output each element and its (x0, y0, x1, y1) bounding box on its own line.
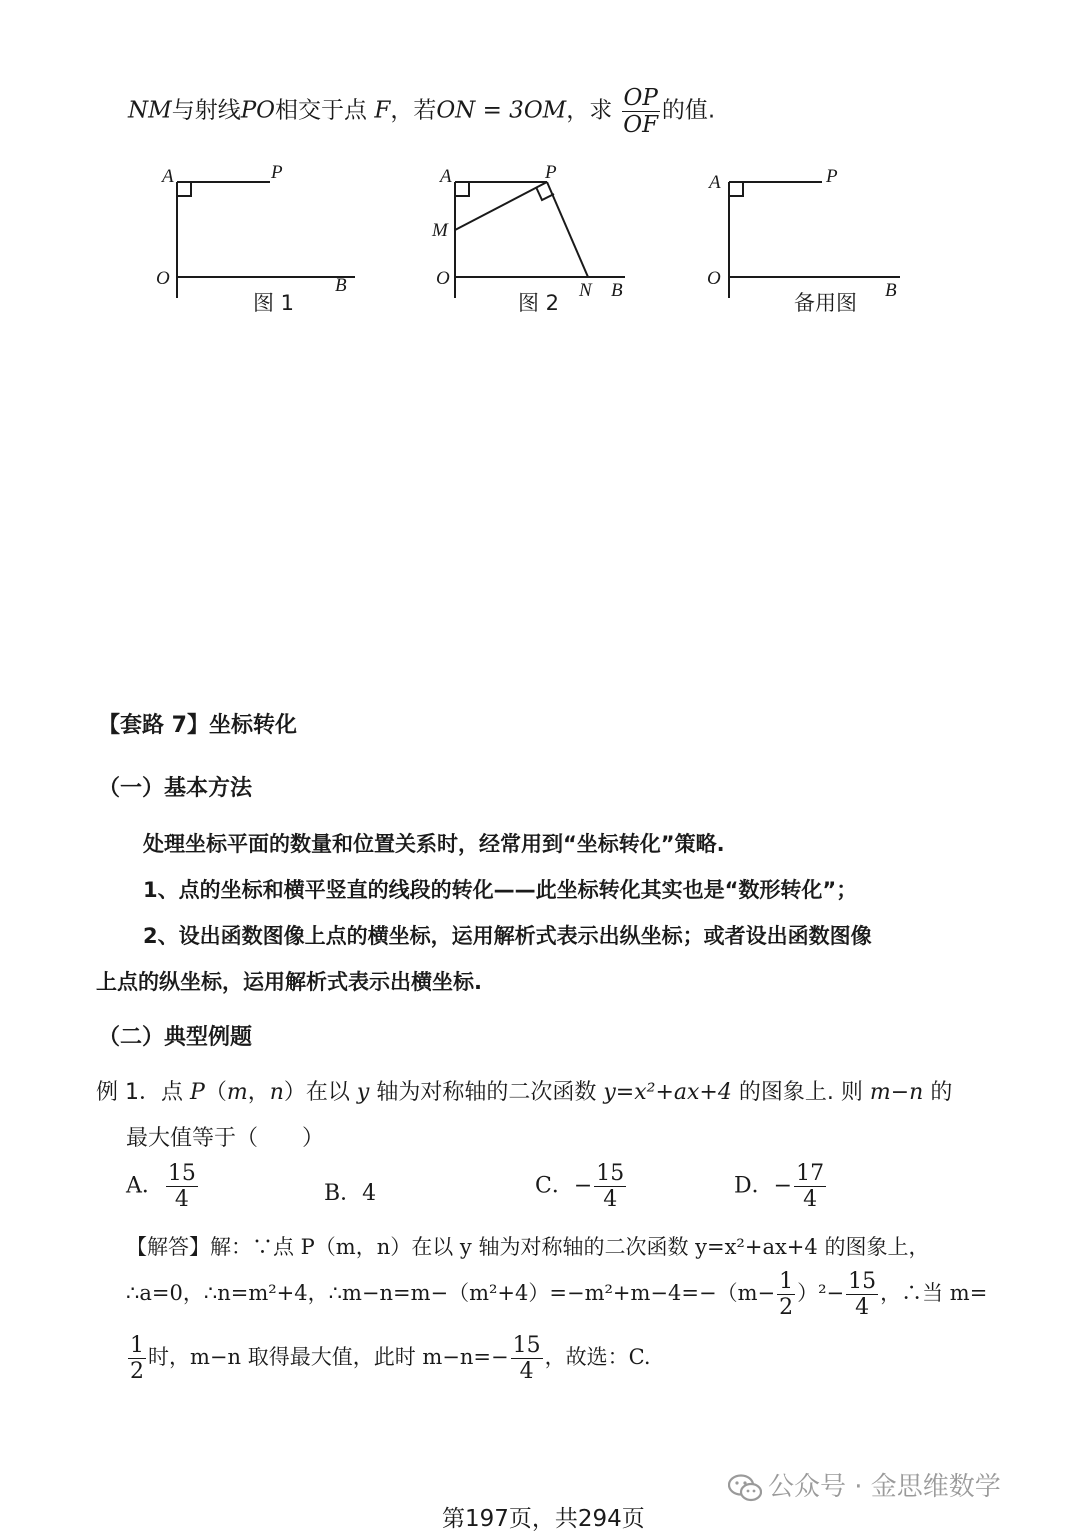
ex1-t2: 轴为对称轴的二次函数 (376, 1080, 597, 1105)
fig1-label-a: A (162, 166, 174, 187)
fig1-caption: 图 1 (253, 291, 295, 315)
paragraph-3a: 2、设出函数图像上点的横坐标，运用解析式表示出纵坐标；或者设出函数图像 (143, 924, 872, 948)
answer-154-den: 4 (855, 1295, 870, 1321)
fig2-label-p: P (545, 162, 557, 183)
answer-line2 (126, 1270, 987, 1319)
paragraph-2: 1、点的坐标和横平竖直的线段的转化——此坐标转化其实也是“数形转化”； (143, 878, 858, 902)
text-value: 的值. (661, 97, 716, 124)
fig2-caption: 图 2 (518, 291, 560, 315)
answer-line3b: 时，m−n 取得最大值，此时 m−n=− (148, 1345, 509, 1370)
option-b[interactable] (324, 1176, 376, 1207)
ex1-t4: 的 (930, 1080, 953, 1105)
answer-line3-154-den: 4 (519, 1359, 534, 1385)
fig1-label-p: P (271, 162, 283, 183)
text-po: PO (240, 97, 276, 124)
watermark (728, 1466, 1001, 1503)
subsection-examples: （二）典型例题 (98, 1025, 253, 1050)
fig2-label-a: A (440, 166, 452, 187)
example1-line1 (96, 1075, 952, 1106)
ex1-m: m (226, 1080, 248, 1105)
answer-line2a: ∴a=0，∴n=m²+4，∴m−n=m−（m²+4）=−m²+m−4=−（m− (126, 1281, 776, 1306)
answer-half-num: 1 (779, 1269, 794, 1294)
paragraph-3b: 上点的纵坐标，运用解析式表示出横坐标. (96, 970, 482, 994)
equation: ON = 3OM (436, 97, 567, 124)
answer-line3 (126, 1334, 651, 1383)
answer-line3-154 (511, 1334, 543, 1383)
answer-154-fraction (846, 1270, 878, 1319)
ex1-y: y (356, 1080, 370, 1105)
option-c-den: 4 (603, 1187, 618, 1213)
frac-num: OP (623, 85, 658, 111)
answer-line2c: ，∴当 m= (880, 1281, 988, 1306)
text-intersect: 相交于点 (275, 97, 368, 124)
option-d-fraction (794, 1162, 826, 1211)
answer-line3-half-num: 1 (130, 1333, 144, 1358)
paragraph-1: 处理坐标平面的数量和位置关系时，经常用到“坐标转化”策略. (143, 832, 725, 856)
option-b-label: B．4 (324, 1181, 377, 1206)
option-a-fraction (166, 1162, 198, 1211)
fig2-label-m: M (432, 220, 448, 241)
fig1-label-b: B (335, 275, 347, 296)
fig2-label-b: B (611, 280, 623, 301)
answer-154-num: 15 (848, 1269, 877, 1294)
option-a-den: 4 (174, 1187, 189, 1213)
fig3-label-o: O (707, 268, 721, 289)
ex1-t1: 在以 (305, 1080, 350, 1105)
subsection-basic-method: （一）基本方法 (98, 776, 253, 801)
ex1-func: y=x²+ax+4 (603, 1080, 732, 1105)
ex1-n: n (269, 1080, 284, 1105)
fraction-op-of (622, 86, 660, 137)
answer-line3-half-den: 2 (130, 1359, 144, 1385)
answer-line3-154-num: 15 (512, 1333, 541, 1358)
option-a-num: 15 (167, 1161, 196, 1186)
answer-line1: 【解答】解：∵点 P（m，n）在以 y 轴为对称轴的二次函数 y=x²+ax+4 的图象上， (126, 1235, 930, 1259)
example1-line2: 最大值等于（ ） (126, 1126, 325, 1151)
fig1-label-o: O (156, 268, 170, 289)
fig3-label-a: A (709, 172, 721, 193)
text-find: ，求 (566, 97, 613, 124)
wechat-icon (728, 1474, 762, 1502)
option-d-den: 4 (803, 1187, 818, 1213)
option-c-label: C．− (535, 1173, 593, 1199)
answer-half-fraction (777, 1270, 795, 1319)
frac-den: OF (623, 112, 659, 139)
ex1-comma: ， (247, 1080, 270, 1105)
ex1-paren-open: （ (204, 1080, 227, 1105)
answer-line3d: ，故选：C. (544, 1345, 651, 1370)
text-if: ，若 (390, 97, 437, 124)
answer-line3-half (128, 1334, 146, 1383)
fig2-label-o: O (436, 268, 450, 289)
answer-half-den: 2 (779, 1295, 794, 1321)
text-f: F (374, 97, 391, 124)
problem-tail-line (128, 86, 715, 137)
fig3-label-b: B (885, 280, 897, 301)
fig3-caption: 备用图 (794, 291, 857, 315)
option-a-label: A． (126, 1173, 164, 1199)
option-d[interactable] (734, 1162, 828, 1211)
option-d-num: 17 (796, 1161, 825, 1186)
option-c-fraction (594, 1162, 626, 1211)
option-c-num: 15 (596, 1161, 625, 1186)
option-d-label: D．− (734, 1173, 793, 1199)
text-ray: 与射线 (171, 97, 241, 124)
ex1-paren-close: ） (283, 1080, 306, 1105)
option-a[interactable] (126, 1162, 200, 1211)
ex1-prefix: 例 1．点 (96, 1080, 183, 1105)
page-number: 第197页，共294页 (442, 1506, 645, 1532)
fig3-label-p: P (826, 166, 838, 187)
text-nm: NM (128, 97, 172, 124)
section-title: 【套路 7】坐标转化 (98, 713, 297, 738)
fig2-label-n: N (579, 280, 592, 301)
watermark-text: 公众号 · 金思维数学 (768, 1472, 1001, 1502)
option-c[interactable] (535, 1162, 628, 1211)
ex1-mn: m−n (869, 1080, 924, 1105)
ex1-t3: 的图象上. 则 (738, 1080, 863, 1105)
answer-line2b: ）²− (797, 1281, 845, 1306)
ex1-p: P (190, 1080, 205, 1105)
